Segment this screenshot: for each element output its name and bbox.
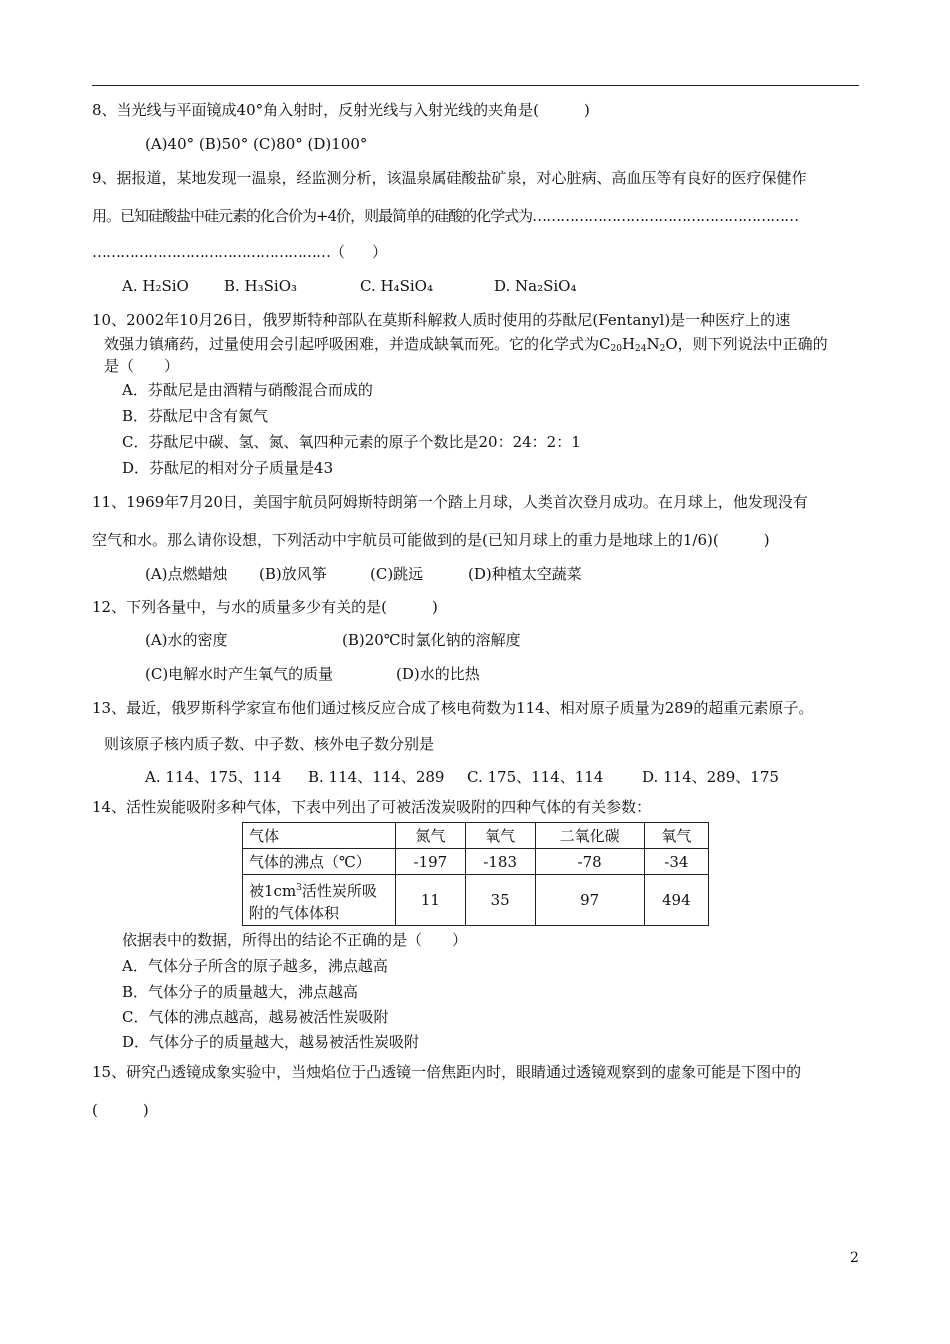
q9-option-a: A. H₂SiO bbox=[122, 277, 189, 295]
q13-option-c: C. 175、114、114 bbox=[467, 768, 604, 786]
q14-followup: 依据表中的数据，所得出的结论不正确的是（ ） bbox=[122, 931, 468, 949]
q10-line2 bbox=[104, 334, 828, 359]
table-header-cell: 氧气 bbox=[644, 823, 708, 849]
q13-option-a: A. 114、175、114 bbox=[145, 768, 282, 786]
row2-label-c: 附的气体体积 bbox=[249, 903, 340, 922]
q14-option-c: C．气体的沸点越高，越易被活性炭吸附 bbox=[122, 1008, 389, 1026]
q13-option-d: D. 114、289、175 bbox=[642, 768, 779, 786]
q9-line2: 用。已知硅酸盐中硅元素的化合价为+4价，则最简单的硅酸的化学式为………………………………………………… bbox=[92, 207, 799, 225]
q10-line1: 10、2002年10月26日，俄罗斯特种部队在莫斯科解救人质时使用的芬酞尼(Fentanyl)是一种医疗上的速 bbox=[92, 311, 791, 329]
gas-parameter-table bbox=[242, 822, 709, 926]
q11-option-a: (A)点燃蜡烛 bbox=[145, 565, 228, 583]
row2-label-b: 活性炭所吸 bbox=[301, 881, 377, 900]
table-row bbox=[243, 849, 709, 875]
q10-line3: 是（ ） bbox=[104, 357, 180, 375]
q15-line1: 15、研究凸透镜成象实验中，当烛焰位于凸透镜一倍焦距内时，眼睛通过透镜观察到的虚象可能是下图中的 bbox=[92, 1063, 802, 1081]
formula-sub-n: 2 bbox=[659, 344, 666, 354]
table-cell: 494 bbox=[644, 875, 708, 926]
table-cell: 11 bbox=[396, 875, 466, 926]
formula-h: H bbox=[621, 335, 636, 353]
q11-line2: 空气和水。那么请你设想，下列活动中宇航员可能做到的是(已知月球上的重力是地球上的1/6)( ) bbox=[92, 531, 770, 549]
q11-option-d: (D)种植太空蔬菜 bbox=[468, 565, 582, 583]
table-cell: -34 bbox=[644, 849, 708, 875]
table-cell: -78 bbox=[535, 849, 644, 875]
formula-sub-c: 20 bbox=[610, 344, 622, 354]
q14-stem: 14、活性炭能吸附多种气体，下表中列出了可被活泼炭吸附的四种气体的有关参数： bbox=[92, 798, 652, 816]
table-header-row bbox=[243, 823, 709, 849]
table-cell: 97 bbox=[535, 875, 644, 926]
formula-sub-h: 24 bbox=[635, 344, 647, 354]
q8-stem: 8、当光线与平面镜成40°角入射时，反射光线与入射光线的夹角是( ) bbox=[92, 101, 590, 119]
header-rule bbox=[92, 85, 859, 86]
q9-line1: 9、据报道，某地发现一温泉，经监测分析，该温泉属硅酸盐矿泉，对心脏病、高血压等有良好的医疗保健作 bbox=[92, 169, 807, 187]
row2-label-a: 被1cm bbox=[249, 881, 297, 900]
q14-option-d: D．气体分子的质量越大，越易被活性炭吸附 bbox=[122, 1033, 420, 1051]
q11-option-c: (C)跳远 bbox=[370, 565, 424, 583]
table-cell: 35 bbox=[465, 875, 535, 926]
q15-line2: ( ) bbox=[92, 1101, 149, 1119]
q10-option-c: C．芬酞尼中碳、氢、氮、氧四种元素的原子个数比是20：24：2：1 bbox=[122, 433, 581, 451]
q13-line2: 则该原子核内质子数、中子数、核外电子数分别是 bbox=[104, 735, 435, 753]
row2-label-sup: 3 bbox=[296, 882, 302, 893]
table-header-cell: 二氧化碳 bbox=[535, 823, 644, 849]
table-header-cell: 氮气 bbox=[396, 823, 466, 849]
q13-option-b: B. 114、114、289 bbox=[308, 768, 445, 786]
table-cell: 气体的沸点（℃） bbox=[243, 849, 396, 875]
page-number: 2 bbox=[850, 1250, 859, 1266]
q12-stem: 12、下列各量中，与水的质量多少有关的是( ) bbox=[92, 598, 438, 616]
q14-option-b: B．气体分子的质量越大，沸点越高 bbox=[122, 983, 359, 1001]
q12-option-d: (D)水的比热 bbox=[396, 665, 480, 683]
q10-line2-post: ，则下列说法中正确的 bbox=[677, 335, 828, 353]
q10-option-d: D．芬酞尼的相对分子质量是43 bbox=[122, 459, 334, 477]
formula-o: O bbox=[665, 335, 678, 353]
q9-option-c: C. H₄SiO₄ bbox=[360, 277, 433, 295]
table-header-cell: 氧气 bbox=[465, 823, 535, 849]
table-header-cell: 气体 bbox=[243, 823, 396, 849]
q10-line2-pre: 效强力镇痛药，过量使用会引起呼吸困难，并造成缺氧而死。它的化学式为C bbox=[104, 335, 611, 353]
q12-option-a: (A)水的密度 bbox=[145, 631, 228, 649]
formula-n: N bbox=[646, 335, 660, 353]
table-cell: -183 bbox=[465, 849, 535, 875]
q13-line1: 13、最近，俄罗斯科学家宣布他们通过核反应合成了核电荷数为114、相对原子质量为289的超重元素原子。 bbox=[92, 699, 814, 717]
q9-line3: ……………………………………………（ ） bbox=[92, 243, 387, 261]
q11-line1: 11、1969年7月20日，美国宇航员阿姆斯特朗第一个踏上月球，人类首次登月成功。在月球上，他发现没有 bbox=[92, 493, 808, 511]
q12-option-b: (B)20℃时氯化钠的溶解度 bbox=[342, 631, 521, 649]
table-cell: -197 bbox=[396, 849, 466, 875]
q12-option-c: (C)电解水时产生氧气的质量 bbox=[145, 665, 334, 683]
q9-option-d: D. Na₂SiO₄ bbox=[494, 277, 577, 295]
q11-option-b: (B)放风筝 bbox=[259, 565, 327, 583]
q9-option-b: B. H₃SiO₃ bbox=[224, 277, 298, 295]
q10-option-a: A．芬酞尼是由酒精与硝酸混合而成的 bbox=[122, 381, 373, 399]
table-row bbox=[243, 875, 709, 926]
q10-option-b: B．芬酞尼中含有氮气 bbox=[122, 407, 269, 425]
q14-option-a: A．气体分子所含的原子越多，沸点越高 bbox=[122, 957, 388, 975]
table-cell bbox=[243, 875, 396, 926]
q8-options: (A)40° (B)50° (C)80° (D)100° bbox=[145, 135, 368, 153]
